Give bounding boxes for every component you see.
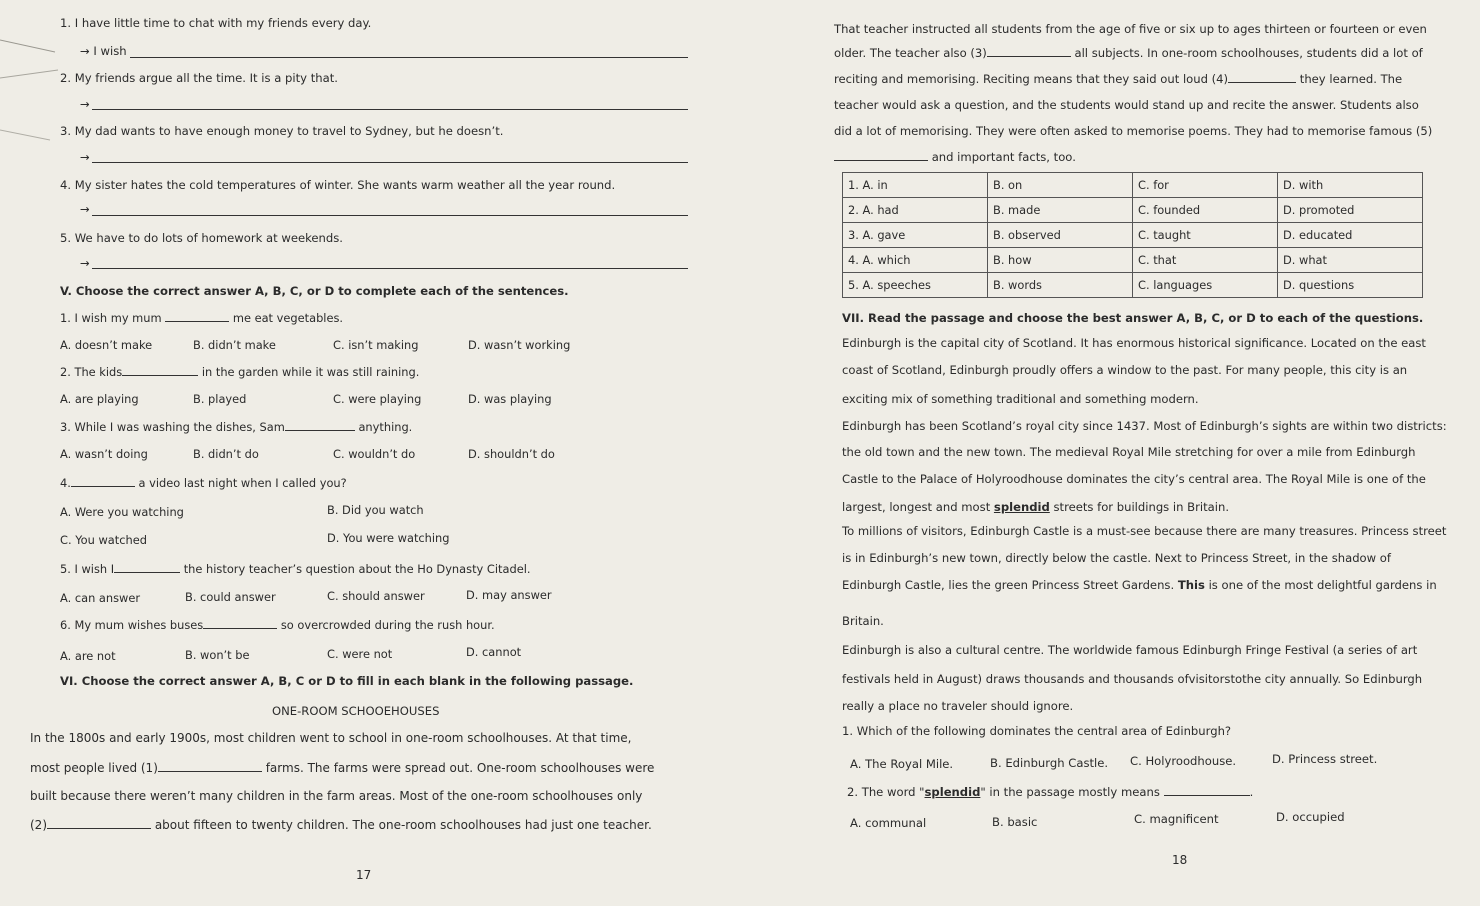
table-cell[interactable]: 1. A. in	[843, 173, 988, 198]
rewrite-q3-prompt: →	[80, 150, 90, 164]
mcq-v3: 3. While I was washing the dishes, Sam anything.	[60, 420, 413, 434]
table-cell[interactable]: D. with	[1278, 173, 1423, 198]
passage-line-4: (2) about fifteen to twenty children. The one-room schoolhouses had just one teacher.	[30, 818, 652, 832]
mcq-v1-b[interactable]: B. didn’t make	[193, 338, 276, 352]
answer-line-4[interactable]	[92, 215, 688, 216]
section-vii-title: VII. Read the passage and choose the best answer A, B, C, or D to each of the questions.	[842, 311, 1424, 325]
reading-q1-c[interactable]: C. Holyroodhouse.	[1130, 754, 1237, 768]
section-vi-title: VI. Choose the correct answer A, B, C or D to fill in each blank in the following passage.	[60, 674, 634, 688]
mcq-v5-b[interactable]: B. could answer	[185, 590, 276, 604]
answer-line-3[interactable]	[92, 162, 688, 163]
table-cell[interactable]: B. words	[988, 273, 1133, 298]
mcq-v1-d[interactable]: D. wasn’t working	[468, 338, 571, 352]
mcq-v1: 1. I wish my mum me eat vegetables.	[60, 311, 344, 325]
passage-r1: That teacher instructed all students from the age of five or six up to ages thirteen or fourteen or even	[834, 22, 1427, 36]
table-cell[interactable]: 3. A. gave	[843, 223, 988, 248]
reading-q1-b[interactable]: B. Edinburgh Castle.	[990, 756, 1109, 770]
answer-line-5[interactable]	[92, 268, 688, 269]
passage-title: ONE-ROOM SCHOOEHOUSES	[272, 704, 440, 718]
answer-line-2[interactable]	[92, 109, 688, 110]
mcq-v2-d[interactable]: D. was playing	[468, 392, 552, 406]
table-cell[interactable]: C. taught	[1133, 223, 1278, 248]
mcq-v2: 2. The kids in the garden while it was still raining.	[60, 365, 420, 379]
rewrite-q5: 5. We have to do lots of homework at weekends.	[60, 231, 343, 245]
passage-r2: older. The teacher also (3) all subjects. In one-room schoolhouses, students did a lot of	[834, 46, 1423, 60]
page-number-right: 18	[1172, 853, 1188, 867]
mcq-v3-b[interactable]: B. didn’t do	[193, 447, 259, 461]
mcq-v5-c[interactable]: C. should answer	[327, 589, 425, 603]
edinburgh-line-13: festivals held in August) draws thousands and thousands ofvisitorstothe city annually. So Edinburgh	[842, 672, 1423, 686]
edinburgh-line-6: Castle to the Palace of Holyroodhouse dominates the city’s central area. The Royal Mile is one of the	[842, 472, 1426, 486]
table-cell[interactable]: C. languages	[1133, 273, 1278, 298]
edinburgh-line-14: really a place no traveler should ignore.	[842, 699, 1074, 713]
answer-line-1[interactable]	[130, 57, 688, 58]
passage-r4: teacher would ask a question, and the students would stand up and recite the answer. Students also	[834, 98, 1419, 112]
mcq-v3-a[interactable]: A. wasn’t doing	[60, 447, 148, 461]
passage-line-2: most people lived (1) farms. The farms were spread out. One-room schoolhouses were	[30, 761, 655, 775]
reading-q1-a[interactable]: A. The Royal Mile.	[850, 757, 954, 771]
passage-r6: and important facts, too.	[834, 150, 1076, 164]
edinburgh-line-11: Britain.	[842, 614, 884, 628]
table-cell[interactable]: B. made	[988, 198, 1133, 223]
mcq-v6-d[interactable]: D. cannot	[466, 645, 522, 659]
edinburgh-line-1: Edinburgh is the capital city of Scotland. It has enormous historical significance. Located on the east	[842, 336, 1426, 350]
reading-q2-a[interactable]: A. communal	[850, 816, 927, 830]
mcq-v4-b[interactable]: B. Did you watch	[327, 503, 424, 517]
mcq-v1-c[interactable]: C. isn’t making	[333, 338, 419, 352]
edinburgh-line-8: To millions of visitors, Edinburgh Castle is a must-see because there are many treasures. Princess street	[842, 524, 1447, 538]
table-cell[interactable]: D. educated	[1278, 223, 1423, 248]
rewrite-q5-prompt: →	[80, 256, 90, 270]
mcq-v2-a[interactable]: A. are playing	[60, 392, 139, 406]
reading-q2-d[interactable]: D. occupied	[1276, 810, 1345, 824]
mcq-v3-c[interactable]: C. wouldn’t do	[333, 447, 416, 461]
reading-q2-b[interactable]: B. basic	[992, 815, 1038, 829]
mcq-v6-a[interactable]: A. are not	[60, 649, 116, 663]
mcq-v4-c[interactable]: C. You watched	[60, 533, 147, 547]
section-v-title: V. Choose the correct answer A, B, C, or D to complete each of the sentences.	[60, 284, 569, 298]
rewrite-q2-prompt: →	[80, 97, 90, 111]
mcq-v4: 4. a video last night when I called you?	[60, 476, 347, 490]
table-cell[interactable]: C. founded	[1133, 198, 1278, 223]
mcq-v1-a[interactable]: A. doesn’t make	[60, 338, 153, 352]
table-cell[interactable]: 5. A. speeches	[843, 273, 988, 298]
table-cell[interactable]: 2. A. had	[843, 198, 988, 223]
rewrite-q1-prompt: → I wish	[80, 44, 127, 58]
mcq-v6-b[interactable]: B. won’t be	[185, 648, 250, 662]
mcq-v5: 5. I wish I the history teacher’s question about the Ho Dynasty Citadel.	[60, 562, 531, 576]
mcq-v4-a[interactable]: A. Were you watching	[60, 505, 184, 519]
edinburgh-line-10: Edinburgh Castle, lies the green Princess Street Gardens. This is one of the most delightful gardens in	[842, 578, 1437, 592]
table-cell[interactable]: C. for	[1133, 173, 1278, 198]
rewrite-q4-prompt: →	[80, 202, 90, 216]
table-cell[interactable]: B. on	[988, 173, 1133, 198]
passage-line-1: In the 1800s and early 1900s, most children went to school in one-room schoolhouses. At that time,	[30, 731, 632, 745]
rewrite-q2: 2. My friends argue all the time. It is a pity that.	[60, 71, 338, 85]
reading-q1-d[interactable]: D. Princess street.	[1272, 752, 1378, 766]
page-number-left: 17	[356, 868, 372, 882]
rewrite-q1: 1. I have little time to chat with my friends every day.	[60, 16, 372, 30]
mcq-v2-c[interactable]: C. were playing	[333, 392, 422, 406]
answer-options-table	[842, 172, 1423, 298]
rewrite-q4: 4. My sister hates the cold temperatures of winter. She wants warm weather all the year round.	[60, 178, 616, 192]
passage-r5: did a lot of memorising. They were often asked to memorise poems. They had to memorise famous (5)	[834, 124, 1433, 138]
edinburgh-line-2: coast of Scotland, Edinburgh proudly offers a window to the past. For many people, this city is an	[842, 363, 1408, 377]
mcq-v5-a[interactable]: A. can answer	[60, 591, 141, 605]
edinburgh-line-4: Edinburgh has been Scotland’s royal city since 1437. Most of Edinburgh’s sights are within two districts:	[842, 419, 1447, 433]
rewrite-q3: 3. My dad wants to have enough money to travel to Sydney, but he doesn’t.	[60, 124, 504, 138]
table-cell[interactable]: B. how	[988, 248, 1133, 273]
edinburgh-line-7: largest, longest and most splendid streets for buildings in Britain.	[842, 500, 1230, 514]
table-cell[interactable]: C. that	[1133, 248, 1278, 273]
passage-r3: reciting and memorising. Reciting means that they said out loud (4) they learned. The	[834, 72, 1403, 86]
table-cell[interactable]: B. observed	[988, 223, 1133, 248]
reading-q2: 2. The word "splendid" in the passage mostly means .	[847, 785, 1254, 799]
edinburgh-line-3: exciting mix of something traditional and something modern.	[842, 392, 1199, 406]
mcq-v3-d[interactable]: D. shouldn’t do	[468, 447, 555, 461]
reading-q2-c[interactable]: C. magnificent	[1134, 812, 1219, 826]
table-cell[interactable]: D. promoted	[1278, 198, 1423, 223]
mcq-v6: 6. My mum wishes buses so overcrowded during the rush hour.	[60, 618, 495, 632]
mcq-v2-b[interactable]: B. played	[193, 392, 247, 406]
edinburgh-line-9: is in Edinburgh’s new town, directly below the castle. Next to Princess Street, in the shadow of	[842, 551, 1391, 565]
table-cell[interactable]: 4. A. which	[843, 248, 988, 273]
mcq-v5-d[interactable]: D. may answer	[466, 588, 552, 602]
edinburgh-line-12: Edinburgh is also a cultural centre. The worldwide famous Edinburgh Fringe Festival (a series of art	[842, 643, 1418, 657]
mcq-v4-d[interactable]: D. You were watching	[327, 531, 450, 545]
table-cell[interactable]: D. questions	[1278, 273, 1423, 298]
edinburgh-line-5: the old town and the new town. The medieval Royal Mile stretching for over a mile from Edinburgh	[842, 445, 1416, 459]
reading-q1: 1. Which of the following dominates the central area of Edinburgh?	[842, 724, 1232, 738]
passage-line-3: built because there weren’t many children in the farm areas. Most of the one-room schoolhouses only	[30, 789, 643, 803]
table-cell[interactable]: D. what	[1278, 248, 1423, 273]
mcq-v6-c[interactable]: C. were not	[327, 647, 393, 661]
